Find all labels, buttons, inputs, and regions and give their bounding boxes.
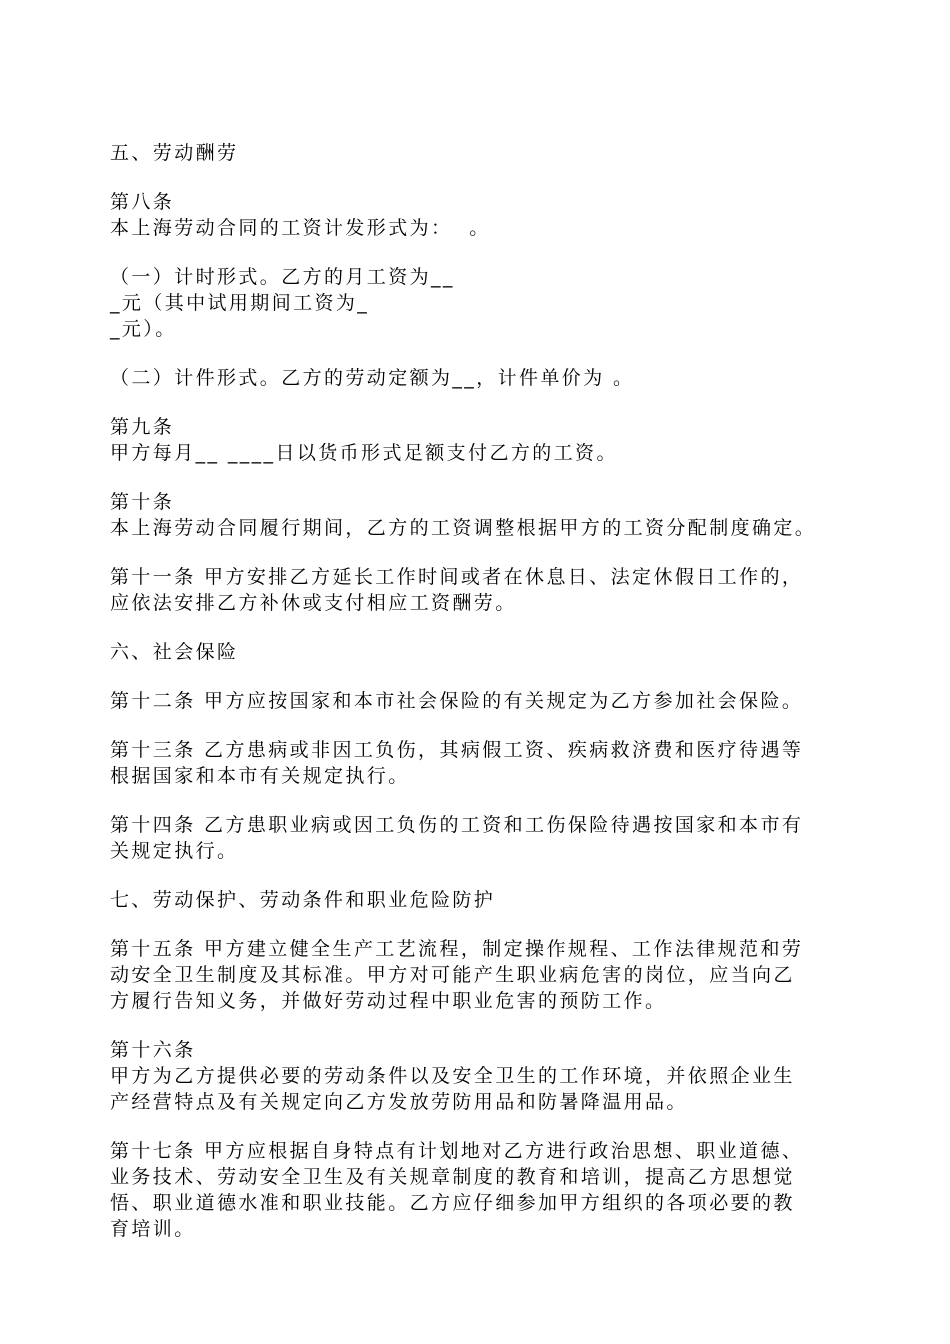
text-line: 本上海劳动合同的工资计发形式为： 。 (110, 217, 491, 239)
article-15 (110, 936, 845, 1014)
text-line: 根据国家和本市有关规定执行。 (110, 765, 410, 787)
text-line: 第十二条 甲方应按国家和本市社会保险的有关规定为乙方参加社会保险。 (110, 690, 804, 712)
text-line: 第十四条 乙方患职业病或因工负伤的工资和工伤保险待遇按国家和本市有 (110, 814, 804, 836)
article-13 (110, 737, 845, 789)
text-line: 七、劳动保护、劳动条件和职业危险防护 (110, 889, 496, 911)
article-12 (110, 688, 845, 714)
text-line: 第十三条 乙方患病或非因工负伤，其病假工资、疾病救济费和医疗待遇等 (110, 739, 804, 761)
article-14 (110, 812, 845, 864)
text-line: 产经营特点及有关规定向乙方发放劳防用品和防暑降温用品。 (110, 1091, 688, 1113)
text-line: 本上海劳动合同履行期间，乙方的工资调整根据甲方的工资分配制度确定。 (110, 517, 817, 539)
text-line: 第八条 (110, 191, 175, 213)
article-11 (110, 564, 845, 616)
text-line: _元（其中试用期间工资为_ (110, 292, 370, 314)
text-line: 育培训。 (110, 1218, 196, 1240)
section-heading-labor-pay (110, 140, 845, 166)
text-line: （二）计件形式。乙方的劳动定额为__，计件单价为 。 (110, 367, 635, 389)
time-based-wage-clause (110, 264, 845, 342)
section-heading-labor-protection (110, 887, 845, 913)
article-16 (110, 1037, 845, 1115)
text-line: 动安全卫生制度及其标准。甲方对可能产生职业病危害的岗位，应当向乙 (110, 964, 795, 986)
text-line: 第九条 (110, 416, 175, 438)
document-body (110, 140, 845, 1265)
text-line: 甲方每月__ ____日以货币形式足额支付乙方的工资。 (110, 442, 618, 464)
text-line: 业务技术、劳动安全卫生及有关规章制度的教育和培训，提高乙方思想觉 (110, 1166, 795, 1188)
text-line: 悟、职业道德水准和职业技能。乙方应仔细参加甲方组织的各项必要的教 (110, 1192, 795, 1214)
text-line: 第十条 (110, 491, 175, 513)
text-line: 五、劳动酬劳 (110, 142, 239, 164)
article-17 (110, 1138, 845, 1242)
article-10 (110, 489, 845, 541)
piece-rate-wage-clause (110, 365, 845, 391)
text-line: 应依法安排乙方补休或支付相应工资酬劳。 (110, 592, 517, 614)
text-line: 第十六条 (110, 1039, 196, 1061)
text-line: 方履行告知义务，并做好劳动过程中职业危害的预防工作。 (110, 990, 667, 1012)
text-line: 甲方为乙方提供必要的劳动条件以及安全卫生的工作环境，并依照企业生 (110, 1065, 795, 1087)
text-line: _元）。 (110, 318, 177, 340)
article-9 (110, 414, 845, 466)
text-line: 关规定执行。 (110, 840, 239, 862)
article-8 (110, 189, 845, 241)
text-line: （一）计时形式。乙方的月工资为__ (110, 266, 455, 288)
text-line: 第十五条 甲方建立健全生产工艺流程，制定操作规程、工作法律规范和劳 (110, 938, 804, 960)
text-line: 第十一条 甲方安排乙方延长工作时间或者在休息日、法定休假日工作的， (110, 566, 804, 588)
text-line: 六、社会保险 (110, 641, 239, 663)
section-heading-social-insurance (110, 639, 845, 665)
text-line: 第十七条 甲方应根据自身特点有计划地对乙方进行政治思想、职业道德、 (110, 1140, 804, 1162)
